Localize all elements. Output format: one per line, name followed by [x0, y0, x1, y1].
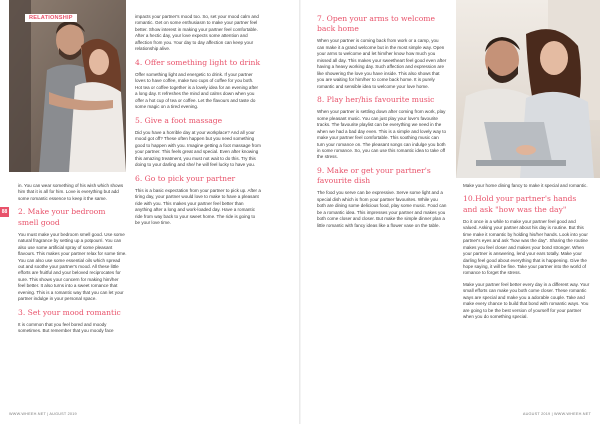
heading-9: 9. Make or get your partner's favourite dish	[317, 165, 431, 186]
heading-4: 4. Offer something light to drink	[135, 57, 261, 67]
heading-10: 10.Hold your partner's hands and ask "how was the day"	[463, 194, 577, 214]
paragraph-7: When your partner is coming back from work or a camp, you can make it a grand welcome but in the most simple way. Open your arms to welcome and let him/her know how much you missed all day. This makes your sweetheart feel good even after having a heavy working day. Such affection and expression are like showering the love you have inside. This also shows that you are waiting for him/her to come back home. It is purely romantic and sensible idea to welcome your love home.	[317, 38, 447, 89]
paragraph-5: Did you have a horrible day at your workplace? And all your mood got off? These often happen but you need something good to happen with you. Imagine getting a foot massage from your partner. This feels great and special. Even after knowing this amazing treatment, you must not wait to do this. Try this doing to your darling and she/ he will feel lucky to have you.	[135, 129, 261, 168]
section-tag: RELATIONSHIP	[25, 14, 77, 22]
paragraph-6: This is a basic expectation from your partner to pick up. After a tiring day, your partner would love to make to have a pleasant ride with you. This makes your partner feel better than anything after a long and work-loaded day. Have a romantic ride from way back to your sweet home. The ride is going to be your love time.	[135, 187, 261, 226]
paragraph-3: It is common that you feel bored and moody sometimes. But remember that you moody face	[18, 321, 114, 334]
couple-photo-right	[456, 0, 600, 178]
paragraph-10a: Do it once in a while to make your partner feel good and valued. Asking your partner about his day is routine. But this time make it romantic by holding his/her hands. Look into your partner's eyes and ask "how was the day". Sharing the routine makes you feel closer and makes your bond stronger. When your partner is answering, lend your ears totally. Make your darling feel good about everything that is happening. Give the hope saying, it will be fine. Take your partner into the world of romance to forget the stress.	[463, 218, 588, 276]
col2-intro-paragraph: impacts your partner's mood too. So, set your mood calm and romantic. Get on some enthusiasm to make your partner feel better. Show interest in making your partner feel comfortable. After a hectic day, your love expects some attention and affection from you. Your day to day affection can keep your relationship alive.	[135, 14, 259, 52]
col4-intro-paragraph: Make your home dining fancy to make it special and romantic.	[463, 183, 588, 188]
paragraph-10b: Make your partner feel better every day in a different way. Your small efforts can make you both come closer. These romantic ways are special and make you a adorable couple. Take and make every chance to build that bond with romantic ways. You are going to be the best version of yourself for your partner when you do something special.	[463, 281, 590, 320]
couple-embrace-illustration	[9, 0, 126, 172]
paragraph-9: The food you serve can be expressive. Serve some light and a special dish which is from your partner favourites. While you both are dining some delicious food, play some music. Food can be a romantic idea. This impresses your partner and makes you both come closer and closer. But make the simple dinner plan a little romantic with fancy ideas like a flower vase on the table.	[317, 190, 447, 228]
heading-2: 2. Make your bedroom smell good	[18, 207, 106, 227]
paragraph-4: Offer something light and energetic to drink. If your partner loves to have coffee, make two cups of coffee for you both. Hot tea or coffee together is a lovely idea for an evening after a long day. It refreshes the mind and calms down when you offer a hot cup of tea or coffee. Let the flavours and taste do some magic on a tired evening.	[135, 71, 259, 110]
col1-intro-paragraph: in. You can wear something of his wish which shows him that it is all for him. Love is everything but add some romantic essence to keep it the same.	[18, 183, 124, 201]
heading-5: 5. Give a foot massage	[135, 115, 223, 125]
heading-6: 6. Go to pick your partner	[135, 173, 236, 183]
page-number: 88	[1, 209, 8, 215]
footer-left: WWW.WHEEH.NET | AUGUST 2019	[9, 412, 77, 416]
couple-photo-left	[9, 0, 126, 172]
footer-right: AUGUST 2019 | WWW.WHEEH.NET	[522, 412, 591, 416]
paragraph-2: You must make your bedroom smell good. Use some natural fragrance by setting up a potpourri. You can also use some artificial spray of some pleasant flavours. This makes your partner relax for some time. You can also use some essential oils which spread out and soothe your partner's mood. All these little efforts are fruitful and your beloved reciprocates for sure. This shows your concern for making him/her feel better. It also turns into a sweet romance that evening. This is a romantic way that you can let your partner indulge in your personal space.	[18, 231, 127, 302]
heading-7: 7. Open your arms to welcome back home	[317, 14, 435, 34]
couple-laptop-illustration	[456, 0, 600, 178]
heading-8: 8. Play her/his favourite music	[317, 95, 435, 105]
column-4	[463, 183, 591, 326]
column-1	[18, 183, 127, 340]
column-3	[317, 14, 447, 234]
right-page	[300, 0, 600, 424]
heading-3: 3. Set your mood romantic	[18, 307, 121, 317]
paragraph-8: When your partner is settling down after coming from work, play some pleasant music. You can just play your love's favourite tracks. The favourite playlist can be everything we need in the when we had a bad day even. This is a simple and lovely way to make your partner feel comfortable. This soothing music can turn your romance on. The pleasant songs can indulge you both in some romance. So, you can use this romantic idea to take off the stress.	[317, 109, 447, 160]
column-2	[135, 14, 261, 231]
